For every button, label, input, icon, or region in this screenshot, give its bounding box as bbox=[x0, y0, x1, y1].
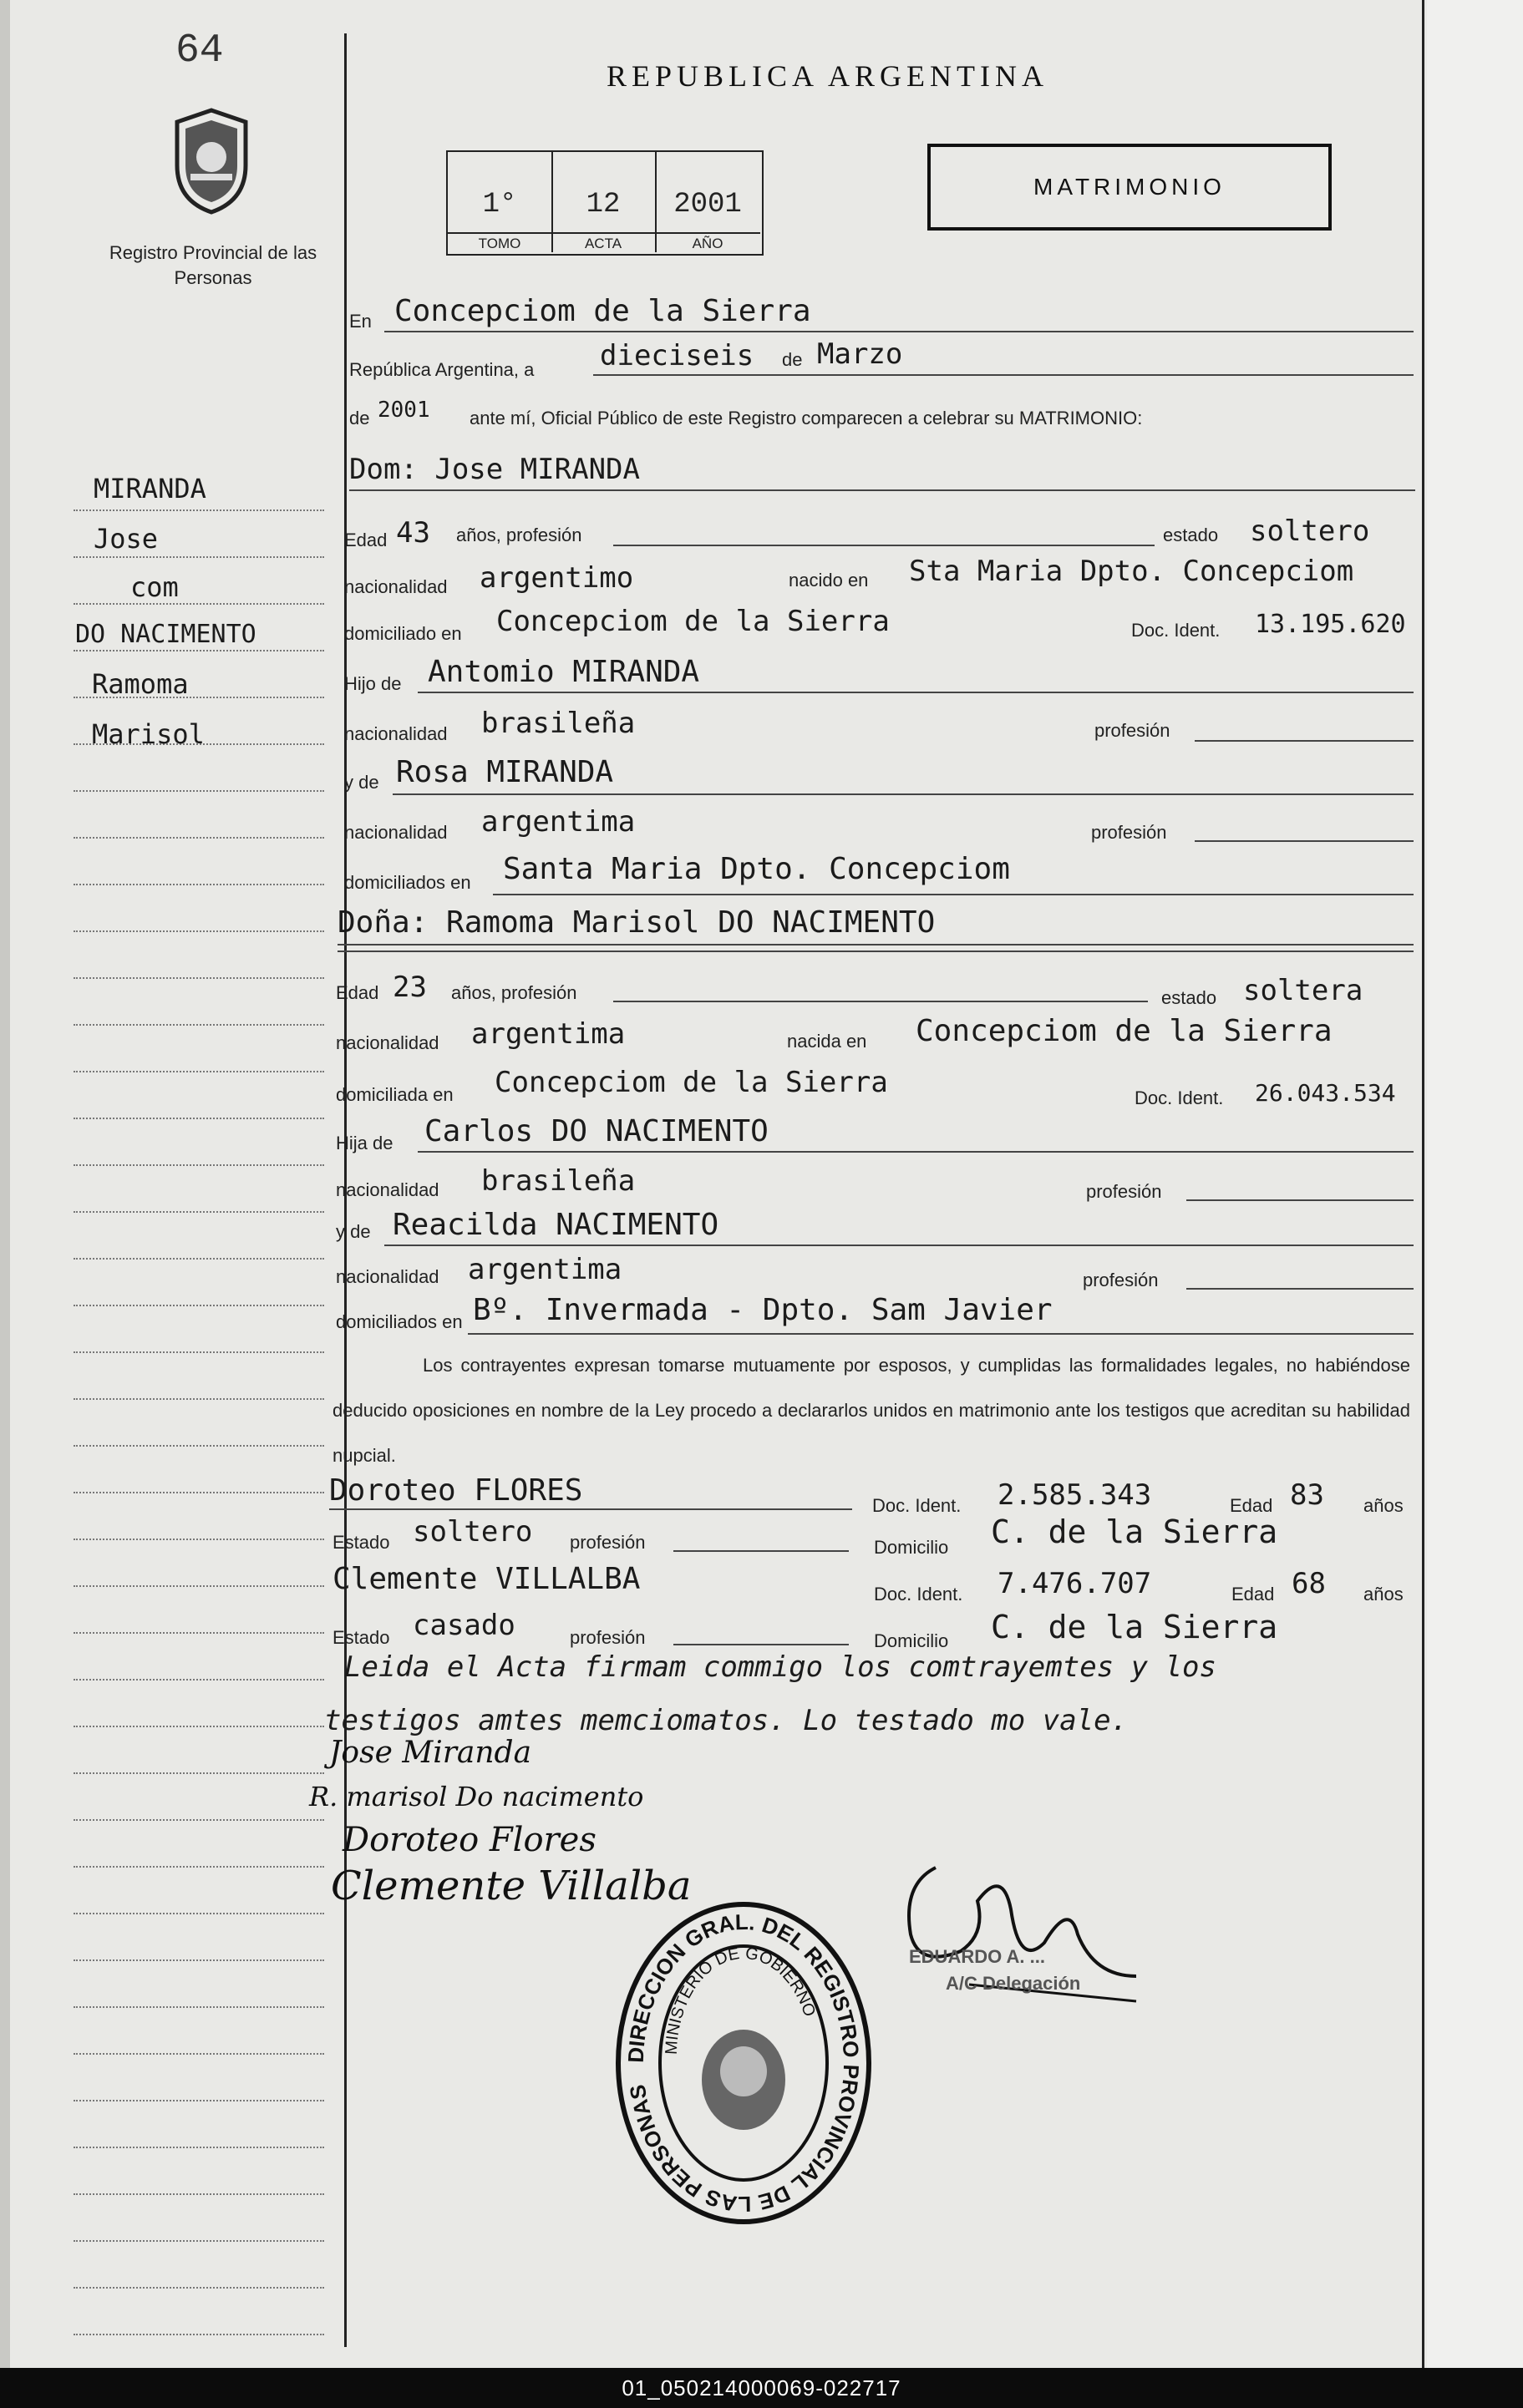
witness-doc-label: Doc. Ident. bbox=[872, 1495, 962, 1516]
bride-parents-domicilio: Bº. Invermada - Dpto. Sam Javier bbox=[473, 1293, 1053, 1327]
margin-ruled-line bbox=[74, 1071, 324, 1072]
margin-ruled-line bbox=[74, 1866, 324, 1868]
margin-ruled-line bbox=[74, 1258, 324, 1260]
anos-profesion-label: años, profesión bbox=[451, 982, 577, 1003]
profesion-label: profesión bbox=[1094, 720, 1170, 741]
margin-ruled-line bbox=[74, 1351, 324, 1353]
witness-estado-label: Estado bbox=[333, 1532, 390, 1553]
volume-record-box bbox=[446, 150, 764, 256]
margin-ruled-line bbox=[74, 1679, 324, 1681]
witness-1-domicilio: C. de la Sierra bbox=[991, 1513, 1278, 1550]
bride-father-nac: brasileña bbox=[481, 1164, 636, 1198]
hijo-label: Hijo de bbox=[344, 673, 402, 694]
witness-1-doc: 2.585.343 bbox=[998, 1478, 1152, 1512]
witness-anos-label: años bbox=[1363, 1584, 1404, 1604]
stamp-outer-text: DIRECCION GRAL. DEL REGISTRO PROVINCIAL DE LAS PERSONAS bbox=[622, 1909, 865, 2218]
witness-edad-label: Edad bbox=[1231, 1584, 1275, 1604]
declaration-paragraph: Los contrayentes expresan tomarse mutuamente por esposos, y cumplidas las formalidades legales, no habiéndose deducido oposiciones en nombre de la Ley procedo a declararlos unidos en matrimonio ante los testigos que acreditan su habilidad nupcial. bbox=[333, 1355, 1410, 1466]
page-edge bbox=[1427, 0, 1523, 2368]
margin-ruled-line bbox=[74, 1959, 324, 1961]
page-number: 64 bbox=[175, 28, 224, 74]
domiciliada-label: domiciliada en bbox=[336, 1084, 454, 1105]
witness-2-estado: casado bbox=[413, 1609, 515, 1642]
witness-2-name: Clemente VILLALBA bbox=[333, 1562, 641, 1596]
edad-label: Edad bbox=[344, 530, 388, 550]
year-value: 2001 bbox=[378, 398, 430, 423]
margin-ruled-line bbox=[74, 2147, 324, 2148]
nacionalidad-label: nacionalidad bbox=[336, 1032, 439, 1053]
groom-doc: 13.195.620 bbox=[1255, 610, 1406, 639]
country-title: REPUBLICA ARGENTINA bbox=[607, 59, 1049, 93]
margin-ruled-line bbox=[74, 1585, 324, 1587]
groom-name: Dom: Jose MIRANDA bbox=[349, 453, 640, 486]
margin-ruled-line bbox=[74, 884, 324, 885]
groom-nacionalidad: argentimo bbox=[480, 561, 634, 595]
margin-ruled-line bbox=[74, 837, 324, 839]
witness-anos-label: años bbox=[1363, 1495, 1404, 1516]
groom-estado: soltero bbox=[1250, 515, 1370, 548]
tomo-label: TOMO bbox=[448, 232, 551, 254]
margin-ruled-line bbox=[74, 2193, 324, 2195]
margin-ruled-line bbox=[74, 790, 324, 792]
margin-ruled-line bbox=[74, 1118, 324, 1119]
margin-note-line: MIRANDA bbox=[94, 473, 206, 504]
acta-label: ACTA bbox=[551, 232, 655, 254]
nacionalidad-label: nacionalidad bbox=[336, 1179, 439, 1200]
margin-ruled-line bbox=[74, 1211, 324, 1213]
bride-mother: Reacilda NACIMENTO bbox=[393, 1208, 719, 1242]
hija-label: Hija de bbox=[336, 1133, 393, 1153]
bride-estado: soltera bbox=[1243, 974, 1363, 1007]
right-border bbox=[1422, 0, 1424, 2368]
day-value: dieciseis bbox=[600, 339, 754, 373]
margin-ruled-line bbox=[74, 1398, 324, 1400]
en-label: En bbox=[349, 311, 372, 332]
official-name: EDUARDO A. ... bbox=[909, 1946, 1045, 1967]
place-value: Concepciom de la Sierra bbox=[394, 294, 811, 328]
margin-ruled-line bbox=[74, 1164, 324, 1166]
binding-margin bbox=[0, 0, 10, 2368]
republica-label: República Argentina, a bbox=[349, 359, 535, 380]
groom-mother-nac: argentima bbox=[481, 805, 636, 839]
witness-2-edad: 68 bbox=[1292, 1567, 1326, 1600]
de-label: de bbox=[782, 349, 803, 370]
margin-ruled-line bbox=[74, 2287, 324, 2289]
witness-estado-label: Estado bbox=[333, 1627, 390, 1648]
margin-ruled-line bbox=[74, 1024, 324, 1026]
registry-name: Registro Provincial de las Personas bbox=[109, 242, 317, 288]
margin-ruled-line bbox=[74, 930, 324, 932]
ano-value: 2001 bbox=[673, 189, 742, 221]
bride-name: Doña: Ramoma Marisol DO NACIMENTO bbox=[338, 905, 936, 940]
month-value: Marzo bbox=[817, 337, 903, 371]
margin-note-line: Marisol bbox=[92, 718, 205, 750]
closing-line-2: testigos amtes memciomatos. Lo testado mo vale. bbox=[324, 1704, 1129, 1737]
domiciliados-label: domiciliados en bbox=[336, 1311, 463, 1332]
bride-domicilio: Concepciom de la Sierra bbox=[495, 1066, 888, 1099]
image-id-footer: 01_050214000069-022717 bbox=[0, 2368, 1523, 2408]
witness-domicilio-label: Domicilio bbox=[874, 1537, 949, 1558]
edad-label: Edad bbox=[336, 982, 379, 1003]
estado-label: estado bbox=[1163, 525, 1219, 545]
stamp-inner-text: MINISTERIO DE GOBIERNO bbox=[662, 1944, 820, 2056]
margin-ruled-line bbox=[74, 1726, 324, 1727]
y-de-label: y de bbox=[336, 1221, 371, 1242]
margin-note-line: Jose bbox=[94, 523, 159, 555]
nacida-label: nacida en bbox=[787, 1031, 867, 1052]
groom-parents-domicilio: Santa Maria Dpto. Concepciom bbox=[503, 852, 1010, 886]
estado-label: estado bbox=[1161, 987, 1217, 1008]
acta-value: 12 bbox=[586, 189, 621, 221]
margin-ruled-line bbox=[74, 509, 324, 511]
signature-witness-2: Clemente Villalba bbox=[331, 1863, 692, 1909]
intro-text: ante mí, Oficial Público de este Registro comparecen a celebrar su MATRIMONIO: bbox=[470, 408, 1143, 428]
record-type-box: MATRIMONIO bbox=[927, 144, 1332, 231]
groom-mother: Rosa MIRANDA bbox=[396, 755, 614, 789]
bride-age: 23 bbox=[393, 971, 427, 1004]
margin-ruled-line bbox=[74, 2334, 324, 2335]
witness-1-edad: 83 bbox=[1290, 1478, 1324, 1512]
groom-father: Antomio MIRANDA bbox=[428, 655, 700, 689]
witness-2-domicilio: C. de la Sierra bbox=[991, 1609, 1278, 1645]
closing-line-1: Leida el Acta firmam commigo los comtrayemtes y los bbox=[344, 1650, 1216, 1684]
profesion-label: profesión bbox=[1083, 1270, 1159, 1290]
bride-doc: 26.043.534 bbox=[1255, 1079, 1396, 1107]
groom-domicilio: Concepciom de la Sierra bbox=[496, 605, 890, 638]
doc-label: Doc. Ident. bbox=[1131, 620, 1221, 641]
margin-ruled-line bbox=[74, 603, 324, 605]
round-registry-stamp bbox=[602, 1888, 886, 2238]
nacionalidad-label: nacionalidad bbox=[344, 723, 448, 744]
margin-ruled-line bbox=[74, 1492, 324, 1493]
margin-ruled-line bbox=[74, 2240, 324, 2242]
domiciliado-label: domiciliado en bbox=[344, 623, 462, 644]
margin-ruled-line bbox=[74, 650, 324, 651]
nacionalidad-label: nacionalidad bbox=[336, 1266, 439, 1287]
margin-note-line: com bbox=[130, 571, 179, 603]
witness-profesion-label: profesión bbox=[570, 1532, 646, 1553]
domiciliados-label: domiciliados en bbox=[344, 872, 471, 893]
anos-profesion-label: años, profesión bbox=[456, 525, 582, 545]
margin-note-line: Ramoma bbox=[92, 668, 189, 700]
groom-birthplace: Sta Maria Dpto. Concepciom bbox=[909, 555, 1354, 588]
margin-ruled-line bbox=[74, 2100, 324, 2101]
nacionalidad-label: nacionalidad bbox=[344, 822, 448, 843]
official-role: A/C Delegación bbox=[946, 1973, 1081, 1994]
margin-note-line: DO NACIMENTO bbox=[75, 620, 256, 649]
signature-groom: Jose Miranda bbox=[329, 1736, 532, 1770]
ano-label: AÑO bbox=[655, 232, 760, 254]
signature-witness-1: Doroteo Flores bbox=[343, 1821, 597, 1859]
witness-domicilio-label: Domicilio bbox=[874, 1630, 949, 1651]
groom-father-nac: brasileña bbox=[481, 707, 636, 740]
witness-edad-label: Edad bbox=[1230, 1495, 1273, 1516]
margin-ruled-line bbox=[74, 1772, 324, 1774]
margin-ruled-line bbox=[74, 2053, 324, 2055]
margin-ruled-line bbox=[74, 1539, 324, 1540]
witness-1-estado: soltero bbox=[413, 1515, 533, 1549]
groom-age: 43 bbox=[396, 516, 430, 550]
witness-profesion-label: profesión bbox=[570, 1627, 646, 1648]
nacido-label: nacido en bbox=[789, 570, 869, 591]
doc-label: Doc. Ident. bbox=[1135, 1087, 1224, 1108]
profesion-label: profesión bbox=[1086, 1181, 1162, 1202]
margin-ruled-line bbox=[74, 1913, 324, 1914]
margin-ruled-line bbox=[74, 1632, 324, 1634]
margin-ruled-line bbox=[74, 2006, 324, 2008]
witness-2-doc: 7.476.707 bbox=[998, 1567, 1152, 1600]
year-prefix: de bbox=[349, 408, 370, 428]
margin-ruled-line bbox=[74, 977, 324, 979]
y-de-label: y de bbox=[344, 772, 379, 793]
tomo-value: 1° bbox=[482, 189, 517, 221]
nacionalidad-label: nacionalidad bbox=[344, 576, 448, 597]
bride-nacionalidad: argentima bbox=[471, 1017, 626, 1051]
witness-doc-label: Doc. Ident. bbox=[874, 1584, 963, 1604]
profesion-label: profesión bbox=[1091, 822, 1167, 843]
witness-1-name: Doroteo FLORES bbox=[329, 1473, 583, 1508]
registry-seal-icon bbox=[165, 107, 257, 215]
margin-ruled-line bbox=[74, 1305, 324, 1306]
bride-birthplace: Concepciom de la Sierra bbox=[916, 1014, 1333, 1048]
signature-bride: R. marisol Do nacimento bbox=[309, 1781, 644, 1812]
margin-ruled-line bbox=[74, 1445, 324, 1447]
bride-mother-nac: argentima bbox=[468, 1253, 622, 1286]
margin-ruled-line bbox=[74, 1819, 324, 1821]
margin-ruled-line bbox=[74, 556, 324, 558]
bride-father: Carlos DO NACIMENTO bbox=[424, 1114, 769, 1148]
